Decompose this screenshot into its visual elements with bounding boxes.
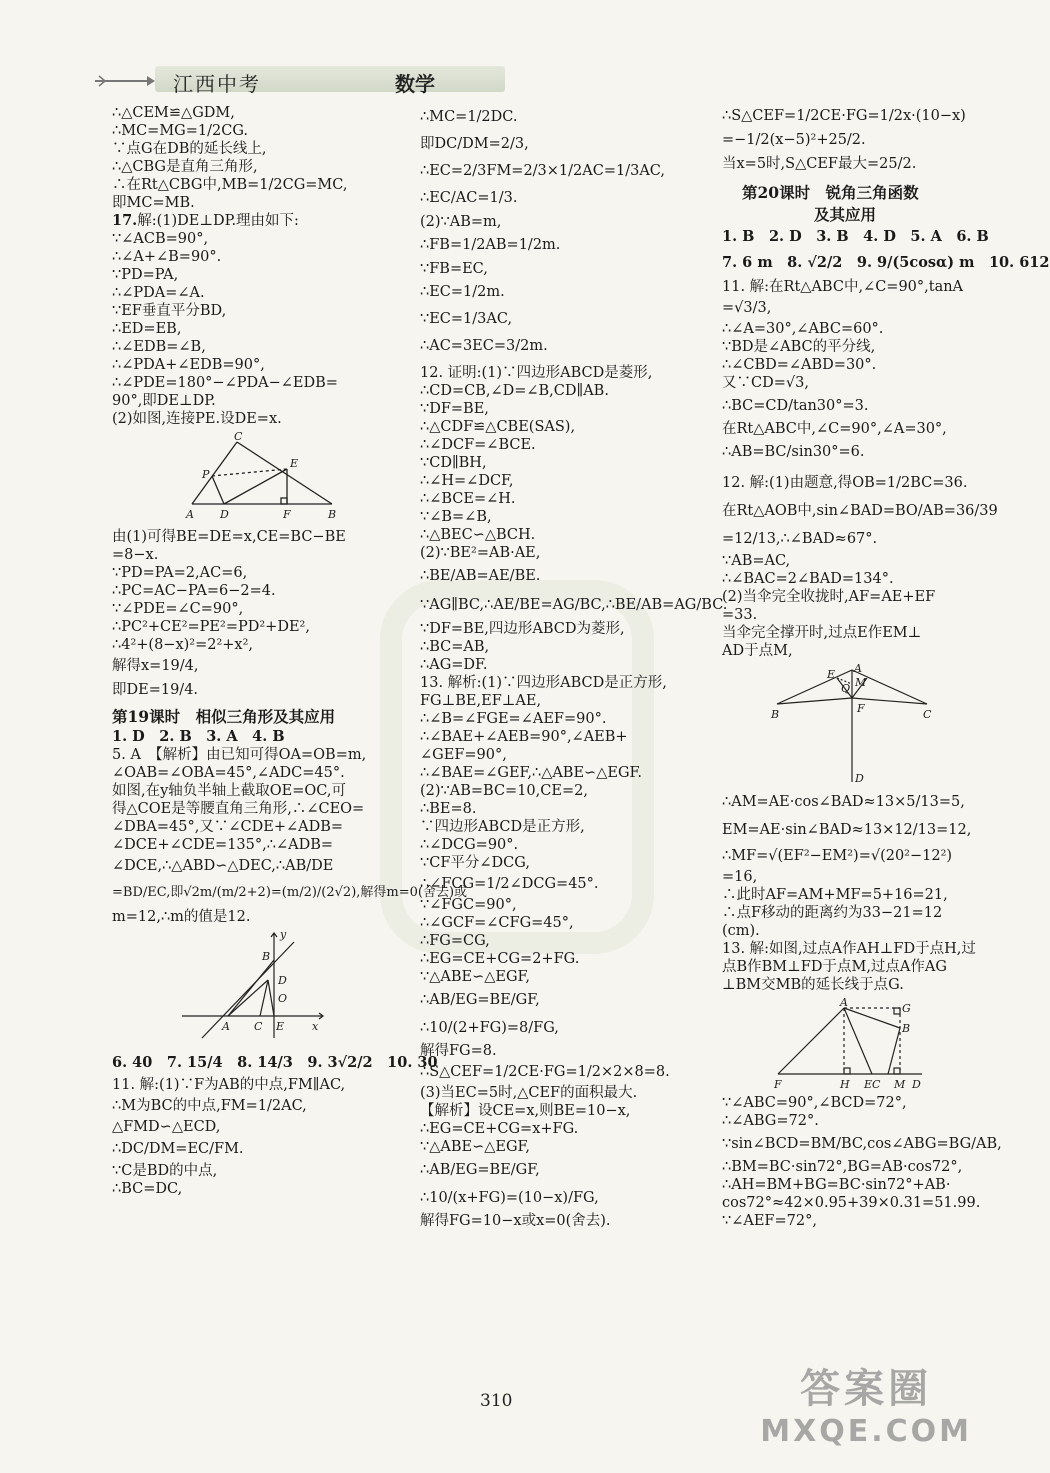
svg-text:C: C xyxy=(254,1020,263,1033)
text-line: ∵C是BD的中点, xyxy=(112,1163,218,1179)
text-line: ∴∠EDB=∠B, xyxy=(112,339,206,355)
text-line: 在Rt△AOB中,sin∠BAD=BO/AB=36/39 xyxy=(722,503,998,519)
answer-line: 1. D 2. B 3. A 4. B xyxy=(112,728,285,745)
watermark-bottom: MXQE.COM xyxy=(760,1414,972,1449)
column-2 xyxy=(420,104,728,1230)
text-line: 在Rt△ABC中,∠C=90°,∠A=30°, xyxy=(722,421,947,437)
text-fragment: 解:(1)DE⊥DP.理由如下: xyxy=(137,213,299,229)
text-line: =BD/EC,即√2m/(m/2+2)=(m/2)/(2√2),解得m=0(舍去)或 xyxy=(112,885,468,900)
text-line: ∴∠DCF=∠BCE. xyxy=(420,437,536,453)
answer-line: 1. B 2. D 3. B 4. D 5. A 6. B xyxy=(722,228,989,245)
col1-block-a xyxy=(112,104,384,212)
text-line: ∴ED=EB, xyxy=(112,321,182,337)
text-line: ∴BM=BC·sin72°,BG=AB·cos72°, xyxy=(722,1159,963,1175)
text-line: ∴EC=2/3FM=2/3×1/2AC=1/3AC, xyxy=(420,163,665,179)
q17-block xyxy=(112,212,384,428)
text-line: 13. 解析:(1)∵四边形ABCD是正方形, xyxy=(420,675,667,691)
text-line: (2)∵BE²=AB·AE, xyxy=(420,545,541,561)
text-line: ∴∠BCE=∠H. xyxy=(420,491,516,507)
question-number: 17. xyxy=(112,212,138,229)
text-line: ∵AB=AC, xyxy=(722,553,791,569)
text-line: ∵△ABE∽△EGF, xyxy=(420,1139,530,1155)
svg-text:x: x xyxy=(312,1020,319,1033)
series-title: 江西中考 xyxy=(173,72,261,96)
text-line: 当伞完全撑开时,过点E作EM⊥ xyxy=(722,625,922,641)
text-line: 即MC=MB. xyxy=(112,195,195,211)
svg-text:F: F xyxy=(283,508,291,521)
text-line: 解得x=19/4, xyxy=(112,658,199,674)
svg-text:C: C xyxy=(234,430,243,443)
svg-text:A: A xyxy=(854,662,862,675)
text-line: ∴AH=BM+BG=BC·sin72°+AB· xyxy=(722,1177,951,1193)
text-line: ∴在Rt△CBG中,MB=1/2CG=MC, xyxy=(112,177,348,193)
text-line: ∵EC=1/3AC, xyxy=(420,311,513,327)
text-line: ∴EC/AC=1/3. xyxy=(420,190,518,206)
text-line: ∴∠A=30°,∠ABC=60°. xyxy=(722,321,884,337)
text-line: ∴△BEC∽△BCH. xyxy=(420,527,536,543)
svg-text:B: B xyxy=(771,708,780,721)
svg-text:O: O xyxy=(278,992,288,1005)
text-line: ∴△CEM≌△GDM, xyxy=(112,105,235,121)
text-line: ∴∠PDE=180°−∠PDA−∠EDB= xyxy=(112,375,338,391)
text-line: ∴∠DCG=90°. xyxy=(420,837,519,853)
text-line: 即DC/DM=2/3, xyxy=(420,136,529,152)
text-line xyxy=(112,212,384,230)
col3-block-a xyxy=(722,104,984,176)
text-line: ∴此时AF=AM+MF=5+16=21, xyxy=(722,887,948,903)
svg-text:D: D xyxy=(855,772,864,785)
text-line: ∴∠A+∠B=90°. xyxy=(112,249,222,265)
text-line: ∵BD是∠ABC的平分线, xyxy=(722,339,876,355)
text-line: cos72°≈42×0.95+39×0.31=51.99. xyxy=(722,1195,981,1211)
text-line: ⊥BM交MB的延长线于点G. xyxy=(722,977,904,993)
text-line: 90°,即DE⊥DP. xyxy=(112,393,216,409)
q12-block xyxy=(420,364,728,674)
q13-block-c3 xyxy=(722,1094,1002,1230)
text-line: 11. 解:在Rt△ABC中,∠C=90°,tanA xyxy=(722,279,964,295)
text-line: (cm). xyxy=(722,923,760,939)
svg-text:B: B xyxy=(262,950,271,963)
text-line: ∴△CDF≌△CBE(SAS), xyxy=(420,419,576,435)
text-line: (2)∵AB=BC=10,CE=2, xyxy=(420,783,588,799)
text-line: =12/13,∴∠BAD≈67°. xyxy=(722,531,878,547)
svg-text:H: H xyxy=(840,1078,850,1091)
svg-text:G: G xyxy=(902,1002,911,1015)
text-line: ∴MC=1/2DC. xyxy=(420,109,518,125)
watermark xyxy=(760,1357,972,1449)
text-line: 如图,在y轴负半轴上截取OE=OC,可 xyxy=(112,783,346,799)
text-line: 由(1)可得BE=DE=x,CE=BC−BE xyxy=(112,529,346,545)
svg-text:A: A xyxy=(840,996,848,1009)
answer-line: 6. 40 7. 15/4 8. 14/3 9. 3√2/2 10. 30 xyxy=(112,1054,438,1071)
svg-text:F: F xyxy=(857,702,865,715)
text-line: △FMD∽△ECD, xyxy=(112,1119,221,1135)
svg-text:D: D xyxy=(912,1078,921,1091)
q11-block xyxy=(112,1076,384,1198)
text-line: 点B作BM⊥FD于点M,过点A作AG xyxy=(722,959,947,975)
text-line: =√3/3, xyxy=(722,300,772,316)
coordinate-figure-q5 xyxy=(182,930,332,1046)
answer-line: 7. 6 m 8. √2/2 9. 9/(5cosα) m 10. 612 xyxy=(722,254,1050,271)
umbrella-figure-q12 xyxy=(767,664,937,784)
text-line: ∴S△CEF=1/2CE·FG=1/2x·(10−x) xyxy=(722,108,966,124)
text-line: ∴FG=CG, xyxy=(420,933,490,949)
text-line: =8−x. xyxy=(112,547,159,563)
text-line: (2)如图,连接PE.设DE=x. xyxy=(112,411,282,427)
text-line: ∵∠ABC=90°,∠BCD=72°, xyxy=(722,1095,907,1111)
text-line: ∵点G在DB的延长线上, xyxy=(112,141,267,157)
text-line: ∴EG=CE+CG=x+FG. xyxy=(420,1121,579,1137)
text-line: =33. xyxy=(722,607,758,623)
text-line: ∴∠BAC=2∠BAD=134°. xyxy=(722,571,894,587)
col2-block-a xyxy=(420,104,690,360)
text-line: 解得FG=8. xyxy=(420,1043,497,1059)
text-line: 即DE=19/4. xyxy=(112,682,199,698)
text-line: ∴AB/EG=BE/GF, xyxy=(420,992,540,1008)
text-line: ∴AM=AE·cos∠BAD≈13×5/13=5, xyxy=(722,794,965,810)
text-line: ∵∠AEF=72°, xyxy=(722,1213,817,1229)
text-line: ∵∠ACB=90°, xyxy=(112,231,209,247)
text-line: ∴AC=3EC=3/2m. xyxy=(420,338,548,354)
text-line: ∠DCE+∠CDE=135°,∴∠ADB= xyxy=(112,837,334,853)
page-header xyxy=(95,62,515,98)
text-line: EM=AE·sin∠BAD≈13×12/13=12, xyxy=(722,822,972,838)
text-line: ∵CF平分∠DCG, xyxy=(420,855,530,871)
text-line: ∵DF=BE,四边形ABCD为菱形, xyxy=(420,621,625,637)
text-line: ∠DBA=45°,又∵∠CDE+∠ADB= xyxy=(112,819,344,835)
section-title-20: 第20课时 锐角三角函数 xyxy=(742,183,919,202)
text-line: 得△COE是等腰直角三角形,∴∠CEO= xyxy=(112,801,365,817)
svg-text:D: D xyxy=(220,508,229,521)
text-line: ∠DCE,∴△ABD∽△DEC,∴AB/DE xyxy=(112,858,334,874)
text-line: ∴∠B=∠FGE=∠AEF=90°. xyxy=(420,711,607,727)
text-line: ∴DC/DM=EC/FM. xyxy=(112,1141,244,1157)
svg-text:M: M xyxy=(894,1078,906,1091)
text-line: ∵∠FGC=90°, xyxy=(420,897,517,913)
svg-text:Q: Q xyxy=(841,682,851,695)
text-line: ∵sin∠BCD=BM/BC,cos∠ABG=BG/AB, xyxy=(722,1136,1002,1152)
text-line: 12. 证明:(1)∵四边形ABCD是菱形, xyxy=(420,365,653,381)
text-line: ∴FB=1/2AB=1/2m. xyxy=(420,237,561,253)
text-line: ∴M为BC的中点,FM=1/2AC, xyxy=(112,1098,307,1114)
text-line: (2)∵AB=m, xyxy=(420,214,502,230)
text-line: ∴4²+(8−x)²=2²+x², xyxy=(112,637,254,653)
text-line: ∴10/(2+FG)=8/FG, xyxy=(420,1020,559,1036)
text-line: ∴PC=AC−PA=6−2=4. xyxy=(112,583,276,599)
text-line: ∵AG∥BC,∴AE/BE=AG/BC,∴BE/AB=AG/BC. xyxy=(420,597,728,613)
text-line: 又∵CD=√3, xyxy=(722,375,809,391)
text-line: ∴BE=8. xyxy=(420,801,477,817)
text-line: ∴PC²+CE²=PE²=PD²+DE², xyxy=(112,619,310,635)
text-line: ∴BC=CD/tan30°=3. xyxy=(722,398,869,414)
text-line: =16, xyxy=(722,869,758,885)
text-line: ∴∠GCF=∠CFG=45°, xyxy=(420,915,574,931)
text-line: =−1/2(x−5)²+25/2. xyxy=(722,132,866,148)
text-line: ∵CD∥BH, xyxy=(420,455,487,471)
text-line: ∴EG=CE+CG=2+FG. xyxy=(420,951,580,967)
text-line: 解得FG=10−x或x=0(舍去). xyxy=(420,1213,611,1229)
text-line: FG⊥BE,EF⊥AE, xyxy=(420,693,542,709)
q17-block-2 xyxy=(112,528,384,702)
text-line: ∴∠FCG=1/2∠DCG=45°. xyxy=(420,876,599,892)
svg-text:C: C xyxy=(923,708,932,721)
text-line: ∴∠BAE+∠AEB=90°,∠AEB+ xyxy=(420,729,628,745)
text-line: ∴∠ABG=72°. xyxy=(722,1113,819,1129)
watermark-top: 答案圈 xyxy=(800,1366,933,1412)
text-line: ∵EF垂直平分BD, xyxy=(112,303,227,319)
q13-block xyxy=(420,674,690,1230)
text-line: ∵∠PDE=∠C=90°, xyxy=(112,601,244,617)
text-line: ∴AG=DF. xyxy=(420,657,488,673)
svg-text:A: A xyxy=(186,508,194,521)
svg-text:B: B xyxy=(328,508,337,521)
text-line: ∴MC=MG=1/2CG. xyxy=(112,123,249,139)
svg-text:E: E xyxy=(290,457,299,470)
text-line: m=12,∴m的值是12. xyxy=(112,909,251,925)
text-line: (2)当伞完全收拢时,AF=AE+EF xyxy=(722,589,936,605)
text-line: ∴10/(x+FG)=(10−x)/FG, xyxy=(420,1190,599,1206)
text-line: ∵△ABE∽△EGF, xyxy=(420,969,530,985)
text-line: ∴BC=AB, xyxy=(420,639,490,655)
text-line: 13. 解:如图,过点A作AH⊥FD于点H,过 xyxy=(722,941,976,957)
text-line: ∵∠B=∠B, xyxy=(420,509,492,525)
text-line: ∠OAB=∠OBA=45°,∠ADC=45°. xyxy=(112,765,345,781)
text-line: ∴CD=CB,∠D=∠B,CD∥AB. xyxy=(420,383,609,399)
text-line: AD于点M, xyxy=(722,643,793,659)
svg-text:M: M xyxy=(855,676,867,689)
text-line: ∴点F移动的距离约为33−21=12 xyxy=(722,905,943,921)
text-line: ∴△CBG是直角三角形, xyxy=(112,159,258,175)
svg-text:E: E xyxy=(827,668,836,681)
q11-block-c3 xyxy=(722,278,984,466)
text-line: ∠GEF=90°, xyxy=(420,747,507,763)
text-line: ∵PD=PA, xyxy=(112,267,179,283)
page-number: 310 xyxy=(480,1391,513,1411)
section-title-19: 第19课时 相似三角形及其应用 xyxy=(112,707,336,726)
column-3 xyxy=(722,104,1050,1230)
svg-text:E: E xyxy=(276,1020,285,1033)
text-line: ∵PD=PA=2,AC=6, xyxy=(112,565,248,581)
text-line: ∴BE/AB=AE/BE. xyxy=(420,568,541,584)
q12-block-c3 xyxy=(722,470,998,660)
text-line: 12. 解:(1)由题意,得OB=1/2BC=36. xyxy=(722,475,968,491)
text-line: ∴AB/EG=BE/GF, xyxy=(420,1162,540,1178)
triangle-figure-q17 xyxy=(182,432,342,524)
text-line: ∴BC=DC, xyxy=(112,1181,183,1197)
text-line: ∴∠H=∠DCF, xyxy=(420,473,514,489)
text-line: ∴S△CEF=1/2CE·FG=1/2×2×8=8. xyxy=(420,1064,670,1080)
svg-text:F: F xyxy=(774,1078,782,1091)
text-line: ∴∠BAE=∠GEF,∴△ABE∽△EGF. xyxy=(420,765,642,781)
subject-title: 数学 xyxy=(395,72,435,96)
q12-block-c3-2 xyxy=(722,788,984,994)
text-line: ∵四边形ABCD是正方形, xyxy=(420,819,585,835)
svg-text:P: P xyxy=(202,468,210,481)
text-line: ∴∠PDA=∠A. xyxy=(112,285,205,301)
arrow-icon xyxy=(95,74,155,88)
text-line: 当x=5时,S△CEF最大=25/2. xyxy=(722,156,917,172)
text-line: 【解析】设CE=x,则BE=10−x, xyxy=(420,1103,631,1119)
text-line: ∵DF=BE, xyxy=(420,401,489,417)
section-subtitle-20: 及其应用 xyxy=(814,205,877,224)
text-line: 5. A 【解析】由已知可得OA=OB=m, xyxy=(112,747,367,763)
text-line: (3)当EC=5时,△CEF的面积最大. xyxy=(420,1085,638,1101)
svg-text:D: D xyxy=(278,974,287,987)
trapezoid-figure-q13 xyxy=(772,998,932,1090)
text-line: ∴∠CBD=∠ABD=30°. xyxy=(722,357,877,373)
text-line: ∴AB=BC/sin30°=6. xyxy=(722,444,865,460)
text-line: ∴∠PDA+∠EDB=90°, xyxy=(112,357,265,373)
svg-text:EC: EC xyxy=(864,1078,881,1091)
svg-text:B: B xyxy=(902,1022,911,1035)
text-line: ∴EC=1/2m. xyxy=(420,284,505,300)
text-line: 11. 解:(1)∵F为AB的中点,FM∥AC, xyxy=(112,1077,346,1093)
svg-text:A: A xyxy=(222,1020,230,1033)
text-line: ∵FB=EC, xyxy=(420,261,488,277)
svg-text:y: y xyxy=(280,928,287,941)
text-line: ∴MF=√(EF²−EM²)=√(20²−12²) xyxy=(722,848,953,864)
